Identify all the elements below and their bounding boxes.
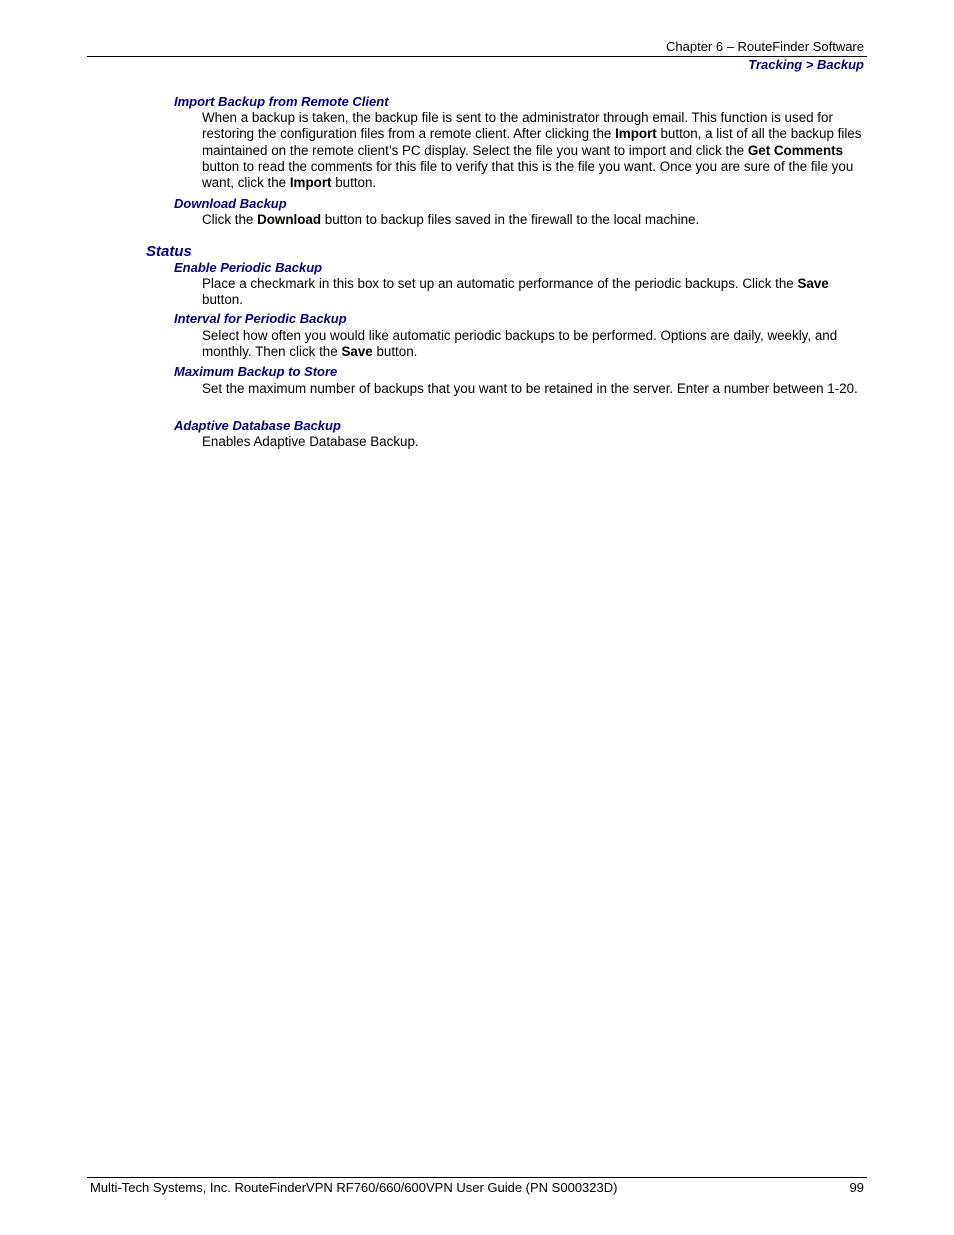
header-chapter: Chapter 6 – RouteFinder Software xyxy=(666,39,864,54)
paragraph-adaptive-database-backup: Enables Adaptive Database Backup. xyxy=(202,434,419,449)
paragraph-download-backup: Click the Download button to backup files saved in the firewall to the local machine. xyxy=(202,212,700,227)
paragraph-import-backup: When a backup is taken, the backup file is sent to the administrator through email. This function is used for restoring the configuration files from a remote client. After clicking the Import button, a list of all the backup files maintained on the remote client’s PC display. Select the file you want to import and click the Get Comments button to read the comments for this file to verify that this is the file you want. Once you are sure of the file you want, click the Import button. xyxy=(202,110,862,191)
heading-maximum-backup: Maximum Backup to Store xyxy=(174,364,338,379)
heading-interval-periodic-backup: Interval for Periodic Backup xyxy=(174,311,347,326)
paragraph-maximum-backup: Set the maximum number of backups that you want to be retained in the server. Enter a number between 1-20. xyxy=(202,381,858,396)
heading-download-backup: Download Backup xyxy=(174,196,287,211)
heading-import-backup: Import Backup from Remote Client xyxy=(174,94,389,109)
footer-text: Multi-Tech Systems, Inc. RouteFinderVPN RF760/660/600VPN User Guide (PN S000323D) xyxy=(90,1180,618,1195)
heading-status: Status xyxy=(146,243,192,260)
header-section-path: Tracking > Backup xyxy=(748,57,864,72)
paragraph-interval-periodic-backup: Select how often you would like automatic periodic backups to be performed. Options are daily, weekly, and monthly. Then click the Save button. xyxy=(202,328,838,360)
paragraph-enable-periodic-backup: Place a checkmark in this box to set up an automatic performance of the periodic backups. Click the Save button. xyxy=(202,276,829,308)
page-number: 99 xyxy=(849,1180,864,1195)
footer-rule xyxy=(87,1177,867,1178)
heading-adaptive-database-backup: Adaptive Database Backup xyxy=(174,418,341,433)
heading-enable-periodic-backup: Enable Periodic Backup xyxy=(174,260,323,275)
